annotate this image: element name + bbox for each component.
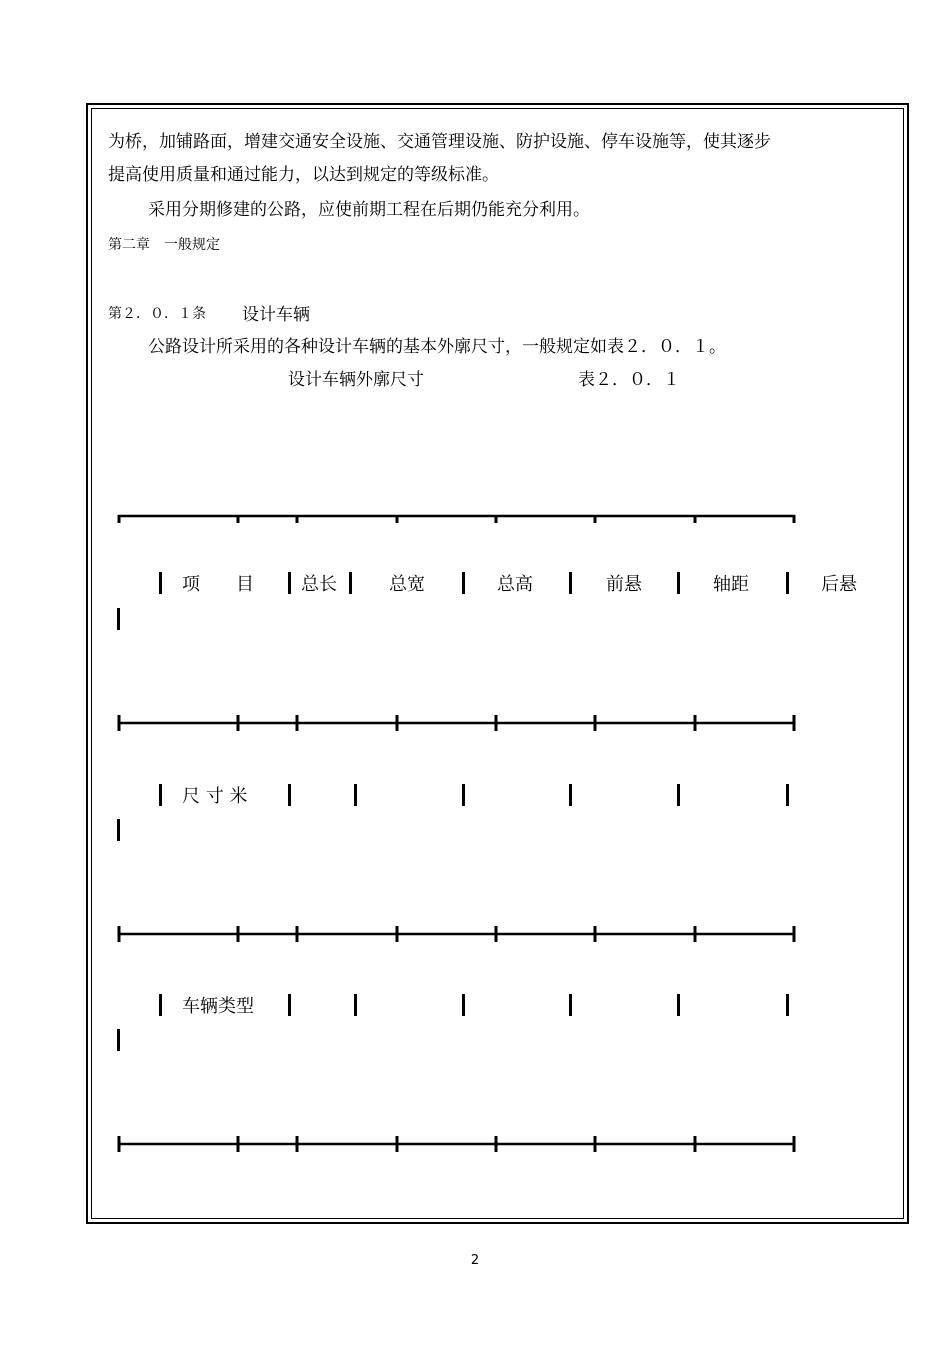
cell-divider	[159, 572, 162, 594]
header-wheelbase: 轴距	[713, 574, 749, 595]
table-rule-3	[0, 925, 950, 945]
cell-divider	[349, 572, 352, 594]
cell-divider	[288, 784, 291, 806]
cell-divider	[462, 784, 465, 806]
cell-divider	[462, 572, 465, 594]
cell-divider	[677, 994, 680, 1016]
cell-divider	[462, 994, 465, 1016]
cell-divider	[786, 572, 789, 594]
cell-divider	[288, 994, 291, 1016]
table-rule-top	[0, 508, 950, 528]
cell-divider	[288, 572, 291, 594]
table-number: 表２．０．１	[578, 370, 680, 390]
article-number: 第２．０．１条	[108, 306, 206, 322]
header-item: 项 目	[182, 574, 254, 595]
header-total-height: 总高	[497, 574, 533, 595]
cell-divider	[159, 994, 162, 1016]
paragraph-line-1: 为桥，加铺路面，增建交通安全设施、交通管理设施、防护设施、停车设施等，使其逐步	[108, 132, 771, 152]
cell-divider	[786, 784, 789, 806]
header-front-overhang: 前悬	[606, 574, 642, 595]
table-row-type	[0, 992, 950, 1022]
cell-divider	[677, 784, 680, 806]
header-rear-overhang: 后悬	[821, 574, 857, 595]
cell-divider	[117, 608, 120, 630]
table-header-row	[0, 570, 950, 600]
paragraph-line-3: 采用分期修建的公路，应使前期工程在后期仍能充分利用。	[148, 200, 590, 220]
cell-divider	[354, 994, 357, 1016]
header-total-width: 总宽	[389, 574, 425, 595]
paragraph-line-2: 提高使用质量和通过能力，以达到规定的等级标准。	[108, 165, 499, 185]
table-rule-2	[0, 714, 950, 734]
header-total-length: 总长	[301, 574, 337, 595]
cell-divider	[569, 784, 572, 806]
row-type-label: 车辆类型	[182, 996, 254, 1017]
article-title: 设计车辆	[242, 305, 310, 325]
cell-divider	[569, 994, 572, 1016]
cell-divider	[354, 784, 357, 806]
page-number: 2	[470, 1253, 480, 1268]
page-border-inner	[91, 108, 904, 1219]
paragraph-line-4: 公路设计所采用的各种设计车辆的基本外廓尺寸，一般规定如表２．０．１。	[148, 337, 726, 357]
table-rule-bottom	[0, 1135, 950, 1155]
cell-divider	[569, 572, 572, 594]
cell-divider	[159, 784, 162, 806]
cell-divider	[117, 1029, 120, 1051]
table-row-unit	[0, 782, 950, 812]
chapter-heading: 第二章 一般规定	[108, 237, 220, 253]
row-unit-label: 尺 寸 米	[182, 786, 248, 807]
cell-divider	[786, 994, 789, 1016]
cell-divider	[117, 819, 120, 841]
cell-divider	[677, 572, 680, 594]
table-caption: 设计车辆外廓尺寸	[288, 370, 424, 390]
